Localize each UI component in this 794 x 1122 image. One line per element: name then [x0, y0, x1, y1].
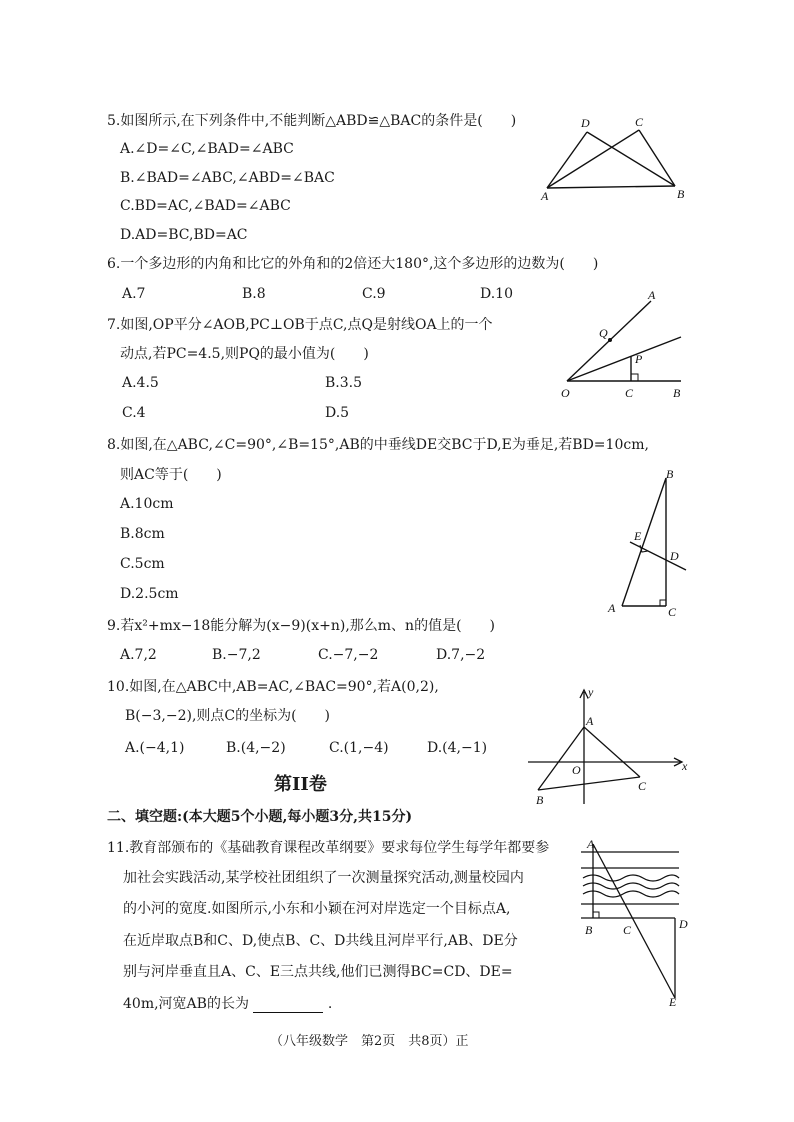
- q8-figure: [600, 466, 695, 618]
- q7-option-c: C.4: [122, 405, 146, 421]
- part2-title: 第II卷: [274, 774, 327, 795]
- q10-seg-bc: [538, 777, 640, 790]
- q11-label-a: A: [587, 838, 595, 851]
- q10-label-y: y: [588, 685, 594, 699]
- q10-option-c: C.(1,−4): [329, 740, 389, 756]
- q11-line6-text: 40m,河宽AB的长为: [123, 996, 249, 1012]
- q8-stem-line2: 则AC等于( ): [120, 467, 222, 483]
- q7-ray-op: [567, 337, 681, 381]
- q10-label-x: x: [682, 759, 688, 773]
- q5-option-b: B.∠BAD=∠ABC,∠ABD=∠BAC: [120, 170, 335, 186]
- q11-label-b: B: [585, 923, 593, 937]
- q11-line1: 11.教育部颁布的《基础教育课程改革纲要》要求每位学生每学年都要参: [107, 840, 550, 856]
- q5-option-a: A.∠D=∠C,∠BAD=∠ABC: [120, 141, 294, 157]
- q11-line2: 加社会实践活动,某学校社团组织了一次测量探究活动,测量校园内: [123, 870, 524, 886]
- q5-label-b: B: [677, 187, 685, 201]
- q7-label-a: A: [648, 288, 656, 302]
- q10-figure: [522, 682, 692, 810]
- section2-heading: 二、填空题:(本大题5个小题,每小题3分,共15分): [107, 809, 413, 825]
- q5-option-c: C.BD=AC,∠BAD=∠ABC: [120, 198, 291, 214]
- q5-seg-db: [587, 132, 675, 186]
- q8-label-a: A: [608, 601, 616, 615]
- q10-label-b: B: [536, 793, 544, 807]
- q10-seg-ab: [538, 727, 584, 790]
- q7-figure: [555, 285, 690, 403]
- q7-stem-line1: 7.如图,OP平分∠AOB,PC⊥OB于点C,点Q是射线OA上的一个: [107, 317, 493, 333]
- q9-option-a: A.7,2: [120, 647, 157, 663]
- q5-label-c: C: [635, 115, 644, 129]
- q5-figure: [535, 112, 695, 207]
- q7-label-p: P: [635, 352, 643, 366]
- q7-label-q: Q: [599, 326, 608, 340]
- q11-line4: 在近岸取点B和C、D,使点B、C、D共线且河岸平行,AB、DE分: [123, 933, 518, 949]
- q5-option-d: D.AD=BC,BD=AC: [120, 227, 248, 243]
- q5-seg-ab: [547, 186, 675, 188]
- q6-stem: 6.一个多边形的内角和比它的外角和的2倍还大180°,这个多边形的边数为( ): [107, 256, 599, 272]
- q10-option-d: D.(4,−1): [427, 740, 488, 756]
- q8-label-b: B: [666, 467, 674, 481]
- q10-option-b: B.(4,−2): [226, 740, 286, 756]
- q11-label-c: C: [623, 923, 632, 937]
- q7-label-o: O: [561, 386, 570, 400]
- q9-option-d: D.7,−2: [436, 647, 486, 663]
- q7-label-b: B: [673, 386, 681, 400]
- q8-label-d: D: [670, 549, 679, 563]
- q11-wave-1: [583, 875, 679, 881]
- q9-option-b: B.−7,2: [212, 647, 261, 663]
- q11-label-d: D: [679, 917, 688, 931]
- q11-line3: 的小河的宽度.如图所示,小东和小颖在河对岸选定一个目标点A,: [123, 901, 511, 917]
- q8-seg-ab: [622, 478, 666, 606]
- q6-option-a: A.7: [122, 286, 146, 302]
- q9-option-c: C.−7,−2: [318, 647, 379, 663]
- page-footer: （八年级数学 第2页 共8页）正: [270, 1034, 469, 1049]
- q5-stem: 5.如图所示,在下列条件中,不能判断△ABD≌△BAC的条件是( ): [107, 113, 517, 129]
- q10-label-a: A: [586, 714, 594, 728]
- q8-option-d: D.2.5cm: [120, 586, 179, 602]
- q11-answer-blank[interactable]: [253, 998, 323, 1013]
- q7-option-d: D.5: [325, 405, 350, 421]
- q11-line5: 别与河岸垂直且A、C、E三点共线,他们已测得BC=CD、DE=: [123, 964, 513, 980]
- q7-option-a: A.4.5: [122, 375, 159, 391]
- q7-point-q: [608, 338, 612, 342]
- q10-label-o: O: [572, 763, 581, 777]
- q11-label-e: E: [669, 995, 677, 1008]
- q10-option-a: A.(−4,1): [125, 740, 185, 756]
- q6-option-d: D.10: [480, 286, 513, 302]
- q8-option-c: C.5cm: [120, 556, 165, 572]
- q11-wave-3: [583, 891, 679, 897]
- q11-wave-2: [583, 883, 679, 889]
- q10-label-c: C: [638, 779, 647, 793]
- q11-right-angle-b: [593, 912, 599, 918]
- q6-option-b: B.8: [242, 286, 266, 302]
- q10-stem-line2: B(−3,−2),则点C的坐标为( ): [125, 708, 331, 724]
- q5-label-a: A: [541, 189, 549, 203]
- q11-end-mark: .: [327, 996, 333, 1012]
- q5-seg-ac: [547, 130, 639, 188]
- q10-seg-ac: [584, 727, 640, 777]
- q8-right-angle-c: [660, 600, 666, 606]
- q11-figure: [575, 838, 695, 1008]
- q5-seg-cb: [639, 130, 675, 186]
- q5-seg-ad: [547, 132, 587, 188]
- q7-label-c: C: [625, 386, 634, 400]
- q11-line6: [123, 995, 332, 1013]
- q7-right-angle-mark: [631, 374, 638, 381]
- q7-option-b: B.3.5: [325, 375, 363, 391]
- q8-option-a: A.10cm: [120, 496, 174, 512]
- q7-stem-line2: 动点,若PC=4.5,则PQ的最小值为( ): [120, 346, 369, 362]
- q8-label-e: E: [634, 529, 642, 543]
- q9-stem: 9.若x²+mx−18能分解为(x−9)(x+n),那么m、n的值是( ): [107, 618, 496, 634]
- q5-label-d: D: [581, 116, 590, 130]
- q8-label-c: C: [668, 605, 677, 618]
- q8-option-b: B.8cm: [120, 526, 165, 542]
- q6-option-c: C.9: [362, 286, 386, 302]
- q10-stem-line1: 10.如图,在△ABC中,AB=AC,∠BAC=90°,若A(0,2),: [107, 679, 439, 695]
- q8-stem-line1: 8.如图,在△ABC,∠C=90°,∠B=15°,AB的中垂线DE交BC于D,E为垂足,若BD=10cm,: [107, 437, 649, 453]
- q11-seg-ace: [593, 844, 675, 998]
